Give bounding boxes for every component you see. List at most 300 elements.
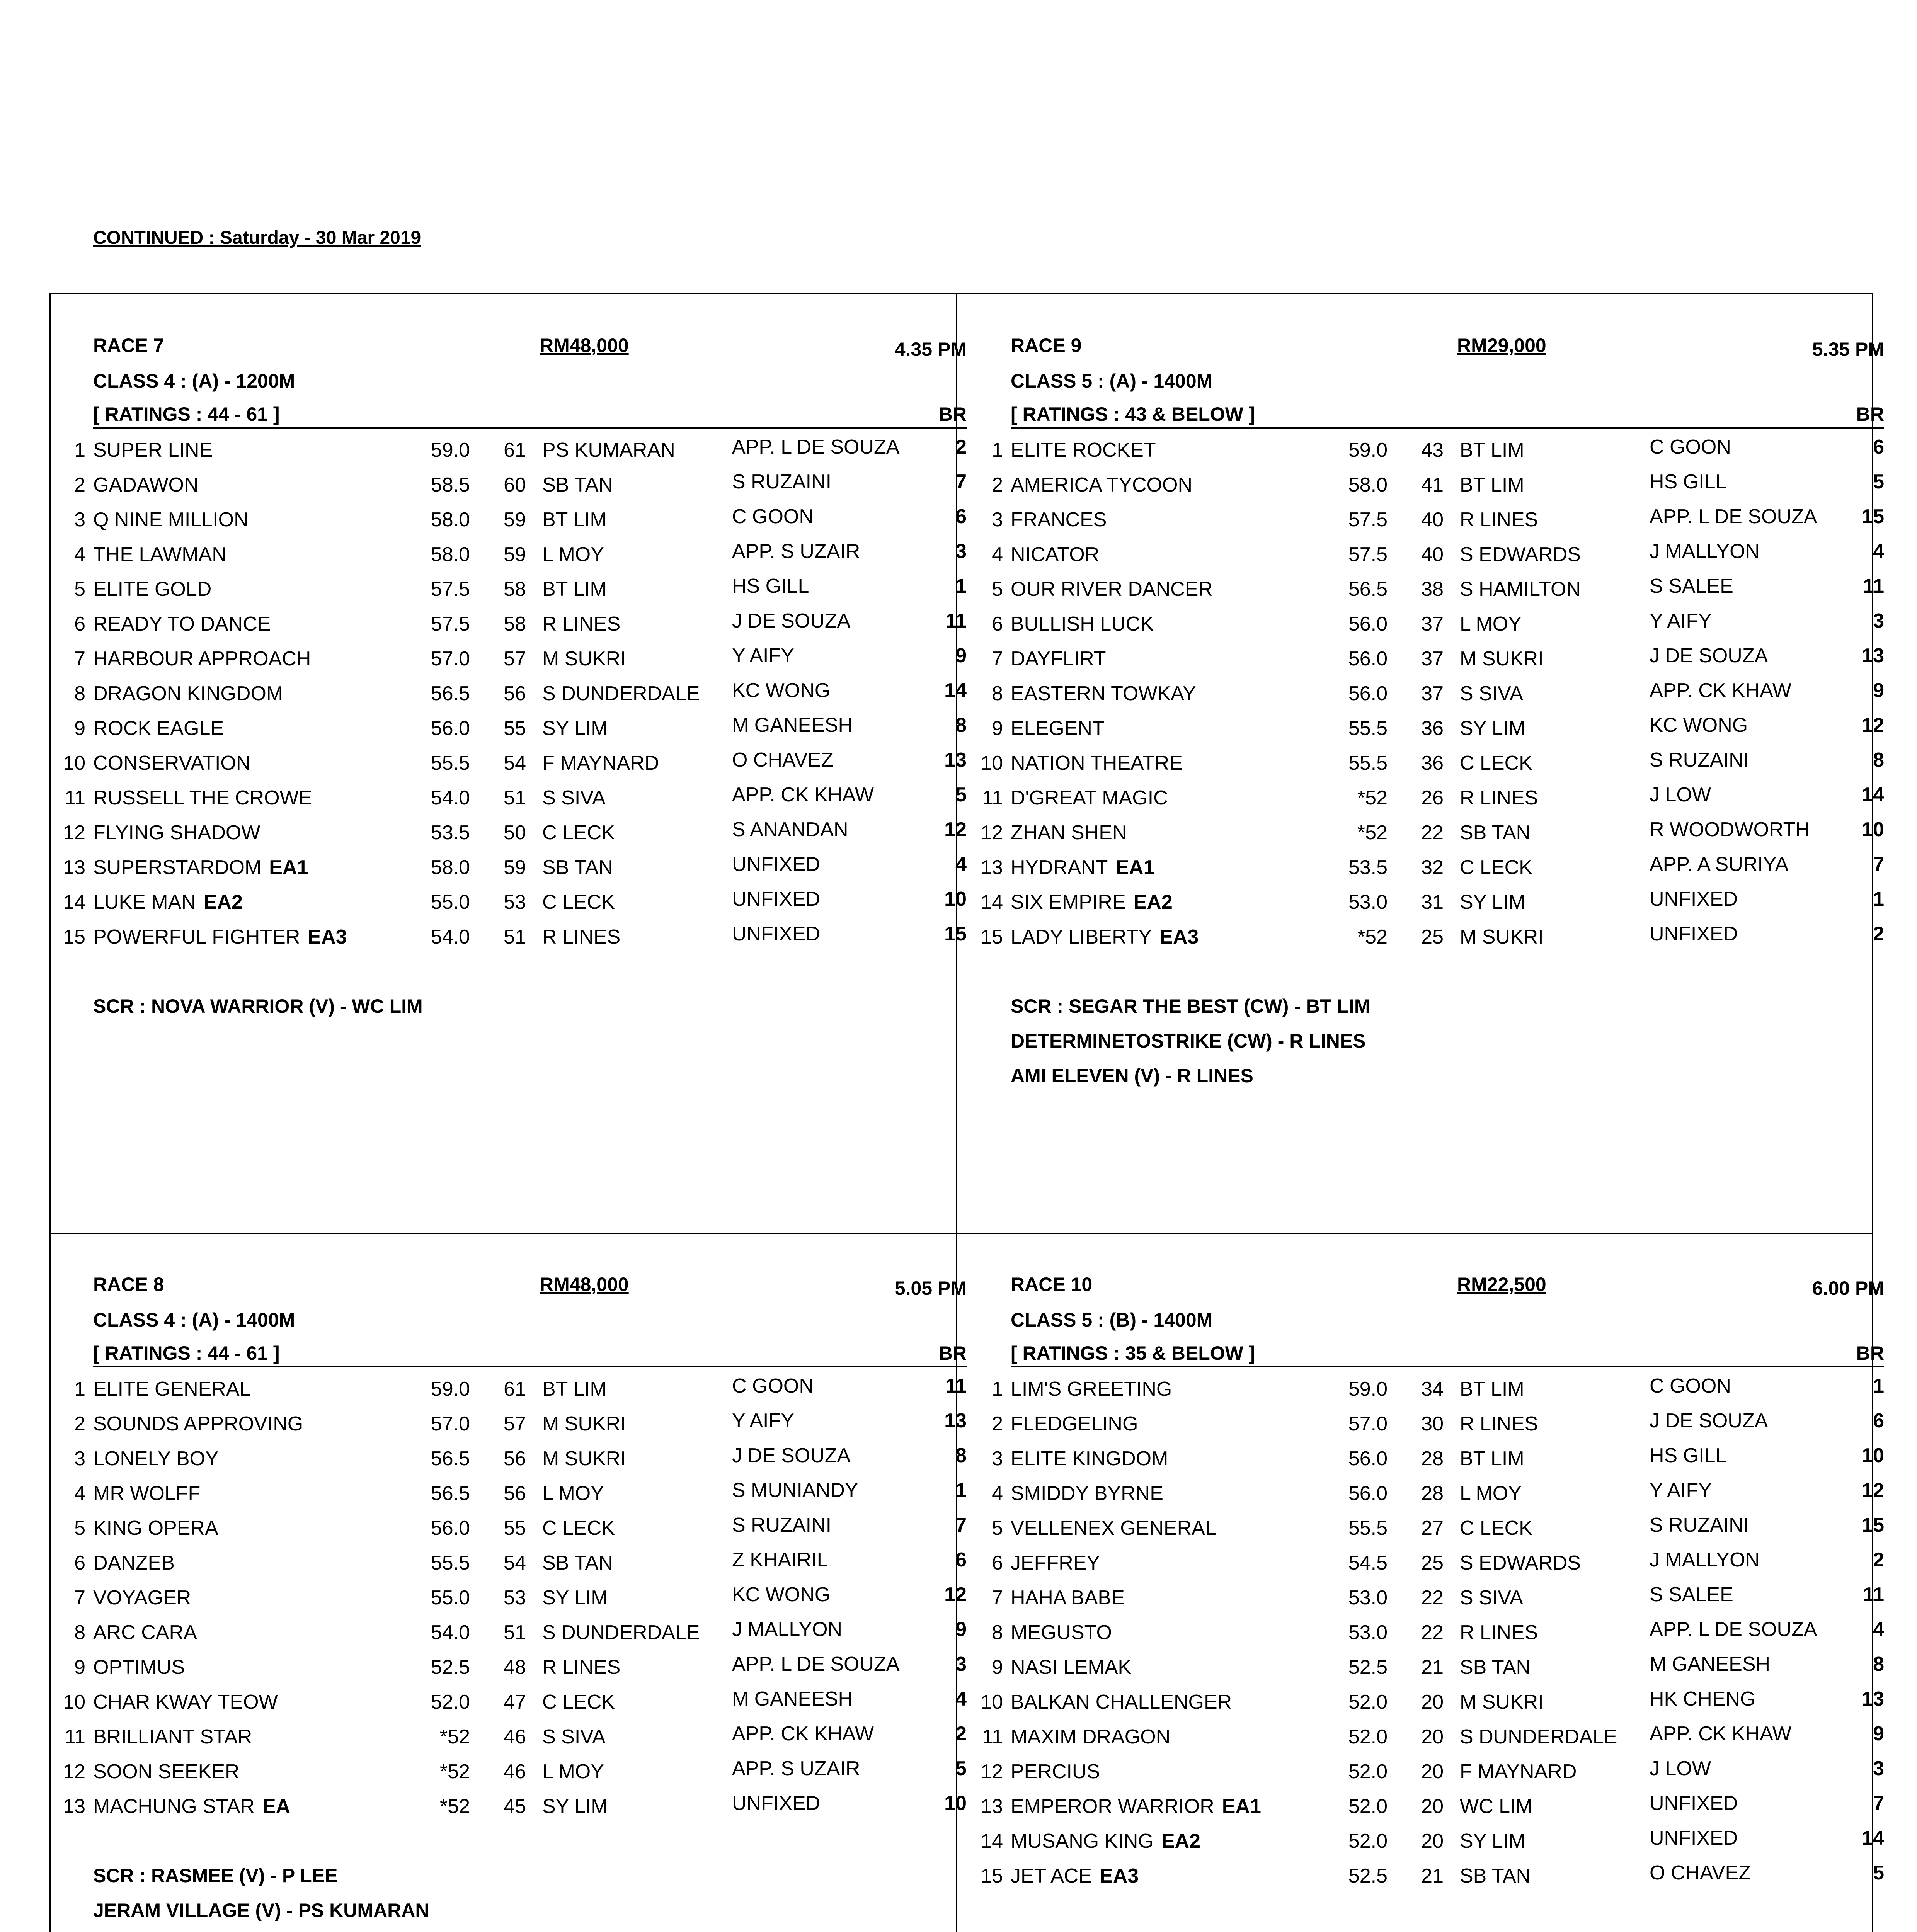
trainer: HS GILL: [1650, 471, 1727, 493]
horse-name: [93, 856, 308, 879]
rating: 22: [1421, 821, 1444, 844]
rating: 34: [1421, 1378, 1444, 1400]
trainer: HK CHENG: [1650, 1688, 1756, 1710]
trainer: UNFIXED: [1650, 888, 1738, 910]
entry-row: [968, 1864, 1884, 1899]
horse-name: [93, 925, 347, 949]
horse-name-text: ELITE ROCKET: [1011, 439, 1156, 461]
horse-name: [93, 1725, 252, 1748]
jockey: SY LIM: [542, 1795, 608, 1818]
jockey: SB TAN: [1460, 1656, 1531, 1679]
weight: 56.0: [1348, 1447, 1388, 1470]
jockey: SY LIM: [542, 717, 608, 740]
barrier: 7: [1873, 853, 1884, 876]
rating: 46: [504, 1726, 526, 1748]
horse-name-text: CHAR KWAY TEOW: [93, 1691, 278, 1713]
rating: 26: [1421, 787, 1444, 809]
horse-name: [1011, 682, 1196, 705]
barrier: 11: [945, 1375, 967, 1397]
horse-number: 13: [63, 1795, 85, 1818]
rating: 36: [1421, 717, 1444, 740]
entry-row: [968, 505, 1884, 543]
barrier: 9: [1873, 1723, 1884, 1745]
barrier: 14: [1862, 1827, 1884, 1849]
trainer: M GANEESH: [1650, 1653, 1771, 1675]
barrier: 5: [955, 784, 967, 806]
entry-row: [51, 714, 967, 752]
jockey: R LINES: [1460, 509, 1538, 531]
horse-name: [1011, 717, 1105, 740]
horse-name: [1011, 508, 1107, 531]
horse-name-text: ELITE GENERAL: [93, 1378, 251, 1400]
entries-list: [51, 436, 967, 960]
trainer: Y AIFY: [1650, 1479, 1712, 1502]
entry-row: [51, 925, 967, 960]
weight: 54.5: [1348, 1552, 1388, 1574]
weight: 56.5: [431, 1482, 470, 1505]
weight: 55.5: [431, 752, 470, 774]
horse-number: 12: [981, 1760, 1003, 1783]
horse-name-text: LUKE MAN: [93, 891, 196, 913]
rating: 61: [504, 1378, 526, 1400]
horse-name: [93, 821, 260, 844]
horse-name: [1011, 891, 1173, 914]
horse-name: [1011, 1725, 1170, 1748]
entry-row: [968, 1412, 1884, 1447]
weight: 58.0: [431, 543, 470, 566]
scratching-line: DETERMINETOSTRIKE (CW) - R LINES: [1011, 1030, 1366, 1052]
weight: 56.0: [431, 717, 470, 740]
entry-row: [51, 679, 967, 717]
rating: 58: [504, 578, 526, 600]
entry-row: [51, 1412, 967, 1447]
trainer: J LOW: [1650, 1757, 1711, 1780]
barrier: 2: [955, 436, 967, 458]
race-ratings: [ RATINGS : 44 - 61 ]: [93, 1342, 280, 1364]
trainer: J DE SOUZA: [732, 1444, 851, 1467]
horse-number: 14: [981, 891, 1003, 913]
horse-number: 6: [992, 613, 1003, 635]
horse-name: [93, 891, 243, 914]
weight: 57.5: [431, 578, 470, 600]
entries-list: [51, 1375, 967, 1830]
barrier: 4: [955, 1688, 967, 1710]
jockey: R LINES: [542, 926, 621, 948]
entry-row: [968, 714, 1884, 752]
barrier: 5: [955, 1757, 967, 1780]
horse-name-text: GADAWON: [93, 474, 199, 496]
trainer: APP. CK KHAW: [732, 784, 874, 806]
race-prize: RM48,000: [540, 1274, 629, 1295]
barrier: 7: [955, 471, 967, 493]
weight: 59.0: [1348, 1378, 1388, 1400]
trainer: APP. L DE SOUZA: [732, 436, 900, 458]
horse-name-text: ZHAN SHEN: [1011, 821, 1127, 844]
barrier: 3: [1873, 1757, 1884, 1780]
weight: 55.5: [1348, 717, 1388, 740]
horse-name-text: SOON SEEKER: [93, 1760, 240, 1783]
weight: *52: [439, 1795, 470, 1818]
barrier: 12: [944, 818, 967, 841]
horse-name: [93, 647, 311, 670]
weight: 57.5: [1348, 543, 1388, 566]
rating: 51: [504, 787, 526, 809]
race-title: RACE 10: [1011, 1274, 1093, 1295]
race-ratings: [ RATINGS : 35 & BELOW ]: [1011, 1342, 1255, 1364]
weight: 52.0: [1348, 1795, 1388, 1818]
barrier: 7: [1873, 1792, 1884, 1815]
horse-name-text: CONSERVATION: [93, 752, 251, 774]
barrier: 8: [1873, 749, 1884, 771]
weight: 59.0: [431, 1378, 470, 1400]
trainer: UNFIXED: [1650, 923, 1738, 945]
jockey: L MOY: [1460, 613, 1522, 635]
entry-row: [968, 647, 1884, 682]
rating: 37: [1421, 613, 1444, 635]
horse-number: 8: [992, 1621, 1003, 1644]
barrier: 13: [1862, 645, 1884, 667]
scratchings: [93, 1864, 429, 1932]
race-prize: RM48,000: [540, 335, 629, 356]
trainer: J MALLYON: [732, 1618, 843, 1641]
rating: 21: [1421, 1656, 1444, 1679]
entry-row: [968, 540, 1884, 578]
rating: 51: [504, 1621, 526, 1644]
horse-number: 3: [992, 1447, 1003, 1470]
jockey: BT LIM: [542, 578, 607, 600]
jockey: M SUKRI: [1460, 648, 1544, 670]
horse-name: [93, 1517, 218, 1540]
race-class: CLASS 5 : (A) - 1400M: [1011, 370, 1213, 392]
entry-row: [968, 1514, 1884, 1551]
trainer: J MALLYON: [1650, 1549, 1760, 1571]
trainer: J DE SOUZA: [1650, 645, 1768, 667]
trainer: UNFIXED: [732, 853, 821, 876]
trainer: APP. A SURIYA: [1650, 853, 1789, 876]
horse-number: 1: [74, 439, 85, 461]
barrier: 11: [1863, 1583, 1884, 1606]
trainer: S MUNIANDY: [732, 1479, 858, 1502]
horse-name: [1011, 1690, 1232, 1714]
horse-number: 10: [981, 1691, 1003, 1713]
weight: 58.0: [1348, 474, 1388, 496]
horse-number: 10: [981, 752, 1003, 774]
barrier: 2: [1873, 923, 1884, 945]
entry-row: [968, 612, 1884, 647]
barrier: 12: [1862, 714, 1884, 736]
horse-name: [1011, 925, 1199, 949]
horse-name-text: JEFFREY: [1011, 1552, 1100, 1574]
trainer: S SALEE: [1650, 1583, 1733, 1606]
horse-number: 15: [981, 1865, 1003, 1887]
horse-name-text: DRAGON KINGDOM: [93, 682, 283, 705]
horse-name: [93, 578, 211, 601]
jockey: BT LIM: [1460, 439, 1524, 461]
barrier: 9: [1873, 679, 1884, 702]
jockey: R LINES: [1460, 1413, 1538, 1435]
barrier: 15: [944, 923, 967, 945]
entry-row: [968, 575, 1884, 612]
horse-name: [93, 1482, 200, 1505]
rating: 48: [504, 1656, 526, 1679]
entry-row: [968, 925, 1884, 960]
jockey: M SUKRI: [1460, 926, 1544, 948]
rating: 59: [504, 509, 526, 531]
horse-name-text: LONELY BOY: [93, 1447, 219, 1470]
weight: *52: [439, 1760, 470, 1783]
weight: 53.5: [431, 821, 470, 844]
scratching-line: SCR : RASMEE (V) - P LEE: [93, 1865, 338, 1886]
weight: 56.5: [1348, 578, 1388, 600]
trainer: M GANEESH: [732, 1688, 853, 1710]
rating: 31: [1421, 891, 1444, 913]
jockey: R LINES: [542, 613, 621, 635]
weight: 54.0: [431, 787, 470, 809]
horse-name: [93, 1621, 197, 1644]
scratching-line: SCR : NOVA WARRIOR (V) - WC LIM: [93, 995, 423, 1017]
horse-name: [1011, 1378, 1172, 1401]
trainer: UNFIXED: [1650, 1827, 1738, 1849]
jockey: WC LIM: [1460, 1795, 1532, 1818]
horse-name: [1011, 1830, 1200, 1853]
rating: 55: [504, 1517, 526, 1539]
horse-name-text: JET ACE: [1011, 1865, 1092, 1887]
horse-number: 14: [981, 1830, 1003, 1852]
horse-name-text: VOYAGER: [93, 1587, 191, 1609]
horse-number: 7: [992, 648, 1003, 670]
trainer: S RUZAINI: [732, 1514, 832, 1536]
horse-name: [1011, 1412, 1138, 1435]
weight: 55.5: [1348, 752, 1388, 774]
horse-name-text: ELITE GOLD: [93, 578, 212, 600]
horse-number: 9: [74, 1656, 85, 1679]
weight: 58.0: [431, 856, 470, 879]
horse-number: 12: [981, 821, 1003, 844]
weight: *52: [439, 1726, 470, 1748]
race-class: CLASS 4 : (A) - 1200M: [93, 370, 295, 392]
trainer: M GANEESH: [732, 714, 853, 736]
jockey: S HAMILTON: [1460, 578, 1581, 600]
horse-name: [93, 717, 224, 740]
jockey: SB TAN: [1460, 1865, 1531, 1887]
horse-name-text: LIM'S GREETING: [1011, 1378, 1172, 1400]
trainer: UNFIXED: [732, 1792, 821, 1815]
barrier: 14: [944, 679, 967, 702]
horse-name: [93, 1656, 185, 1679]
rating: 40: [1421, 543, 1444, 566]
rating: 25: [1421, 926, 1444, 948]
barrier: 8: [955, 714, 967, 736]
jockey: S SIVA: [542, 1726, 606, 1748]
trainer: KC WONG: [732, 1583, 831, 1606]
jockey: L MOY: [542, 1760, 604, 1783]
barrier: 4: [1873, 1618, 1884, 1641]
horse-name-text: FLYING SHADOW: [93, 821, 260, 844]
rating: 28: [1421, 1447, 1444, 1470]
horse-number: 10: [63, 752, 85, 774]
entries-list: [968, 1375, 1884, 1899]
horse-name: [1011, 1656, 1131, 1679]
horse-name-text: DANZEB: [93, 1552, 175, 1574]
horse-name-text: NATION THEATRE: [1011, 752, 1183, 774]
jockey: C LECK: [1460, 856, 1532, 879]
horse-name-text: EASTERN TOWKAY: [1011, 682, 1196, 705]
entry-row: [968, 1551, 1884, 1586]
weight: 57.0: [431, 648, 470, 670]
horse-name-text: EMPEROR WARRIOR: [1011, 1795, 1214, 1818]
weight: 52.5: [1348, 1865, 1388, 1887]
header-rule: [1011, 1366, 1884, 1367]
barrier: 11: [945, 610, 967, 632]
horse-number: 5: [992, 578, 1003, 600]
horse-name-text: ELEGENT: [1011, 717, 1105, 740]
horse-name: [93, 1412, 303, 1435]
weight: 52.0: [1348, 1691, 1388, 1713]
jockey: SB TAN: [1460, 821, 1531, 844]
race-class: CLASS 5 : (B) - 1400M: [1011, 1309, 1213, 1331]
horse-name: [93, 1551, 175, 1575]
weight: 59.0: [431, 439, 470, 461]
jockey: M SUKRI: [542, 648, 626, 670]
horse-name: [1011, 1586, 1125, 1609]
trainer: APP. CK KHAW: [1650, 679, 1791, 702]
horse-name-text: FRANCES: [1011, 509, 1107, 531]
weight: 53.0: [1348, 1621, 1388, 1644]
horse-name: [93, 1586, 191, 1609]
trainer: S ANANDAN: [732, 818, 848, 841]
horse-number: 8: [992, 682, 1003, 705]
barrier: 3: [955, 1653, 967, 1675]
barrier: 13: [944, 1410, 967, 1432]
horse-number: 13: [63, 856, 85, 879]
trainer: Y AIFY: [732, 1410, 794, 1432]
horse-name: [93, 1690, 278, 1714]
scratching-line: AMI ELEVEN (V) - R LINES: [1011, 1065, 1253, 1087]
barrier: 11: [1863, 575, 1884, 597]
horse-number: 2: [992, 1413, 1003, 1435]
weight: 56.0: [1348, 648, 1388, 670]
jockey: PS KUMARAN: [542, 439, 675, 461]
trainer: O CHAVEZ: [732, 749, 833, 771]
trainer: J DE SOUZA: [1650, 1410, 1768, 1432]
rating: 41: [1421, 474, 1444, 496]
barrier: 10: [944, 1792, 967, 1815]
emergency-tag: EA1: [1115, 856, 1155, 879]
jockey: M SUKRI: [542, 1413, 626, 1435]
horse-name: [93, 473, 199, 497]
jockey: C LECK: [1460, 752, 1532, 774]
race-time: 4.35 PM: [894, 338, 967, 360]
jockey: C LECK: [542, 821, 615, 844]
jockey: BT LIM: [1460, 1447, 1524, 1470]
rating: 57: [504, 648, 526, 670]
rating: 27: [1421, 1517, 1444, 1539]
rating: 57: [504, 1413, 526, 1435]
entry-row: [51, 1792, 967, 1830]
rating: 38: [1421, 578, 1444, 600]
horse-name: [1011, 786, 1168, 810]
horse-number: 2: [992, 474, 1003, 496]
horse-number: 5: [74, 578, 85, 600]
emergency-tag: EA3: [1100, 1865, 1139, 1887]
weight: 58.5: [431, 474, 470, 496]
trainer: APP. S UZAIR: [732, 540, 860, 563]
entry-row: [51, 1653, 967, 1690]
trainer: S RUZAINI: [1650, 1514, 1749, 1536]
barrier-column-header: BR: [938, 1342, 967, 1364]
entry-row: [51, 473, 967, 508]
race-title: RACE 8: [93, 1274, 164, 1295]
entry-row: [51, 575, 967, 612]
weight: 52.0: [431, 1691, 470, 1713]
rating: 20: [1421, 1830, 1444, 1852]
grid-horizontal-divider: [49, 1233, 1873, 1234]
horse-name-text: ROCK EAGLE: [93, 717, 224, 740]
entry-row: [51, 1444, 967, 1482]
entry-row: [51, 749, 967, 786]
horse-name: [93, 543, 226, 566]
barrier: 8: [955, 1444, 967, 1467]
horse-name: [93, 1795, 290, 1818]
weight: 54.0: [431, 1621, 470, 1644]
horse-name: [1011, 1517, 1216, 1540]
horse-name: [1011, 1482, 1163, 1505]
emergency-tag: EA1: [1222, 1795, 1261, 1818]
horse-number: 4: [74, 1482, 85, 1505]
rating: 59: [504, 856, 526, 879]
horse-name-text: RUSSELL THE CROWE: [93, 787, 312, 809]
weight: 52.0: [1348, 1726, 1388, 1748]
entry-row: [968, 1479, 1884, 1517]
horse-name-text: OUR RIVER DANCER: [1011, 578, 1213, 600]
scratchings: [1011, 995, 1371, 1099]
entry-row: [51, 1583, 967, 1621]
horse-number: 11: [65, 1726, 85, 1748]
barrier: 4: [955, 853, 967, 876]
horse-name: [1011, 1447, 1168, 1470]
entry-row: [968, 1618, 1884, 1656]
weight: *52: [1357, 821, 1388, 844]
horse-name-text: SOUNDS APPROVING: [93, 1413, 303, 1435]
rating: 22: [1421, 1621, 1444, 1644]
rating: 32: [1421, 856, 1444, 879]
rating: 51: [504, 926, 526, 948]
race-title: RACE 9: [1011, 335, 1082, 356]
trainer: Y AIFY: [732, 645, 794, 667]
horse-name-text: SUPERSTARDOM: [93, 856, 262, 879]
jockey: BT LIM: [1460, 474, 1524, 496]
entry-row: [968, 473, 1884, 508]
trainer: APP. CK KHAW: [732, 1723, 874, 1745]
horse-name-text: BRILLIANT STAR: [93, 1726, 252, 1748]
entry-row: [51, 888, 967, 925]
weight: 56.0: [431, 1517, 470, 1539]
horse-name: [93, 752, 250, 775]
rating: 37: [1421, 648, 1444, 670]
emergency-tag: EA3: [1159, 926, 1199, 948]
trainer: C GOON: [1650, 1375, 1731, 1397]
entry-row: [968, 818, 1884, 856]
jockey: S SIVA: [542, 787, 606, 809]
emergency-tag: EA1: [269, 856, 308, 879]
horse-number: 13: [981, 1795, 1003, 1818]
rating: 58: [504, 613, 526, 635]
entry-row: [51, 647, 967, 682]
jockey: S SIVA: [1460, 682, 1523, 705]
rating: 47: [504, 1691, 526, 1713]
trainer: J DE SOUZA: [732, 610, 851, 632]
horse-name-text: HAHA BABE: [1011, 1587, 1125, 1609]
